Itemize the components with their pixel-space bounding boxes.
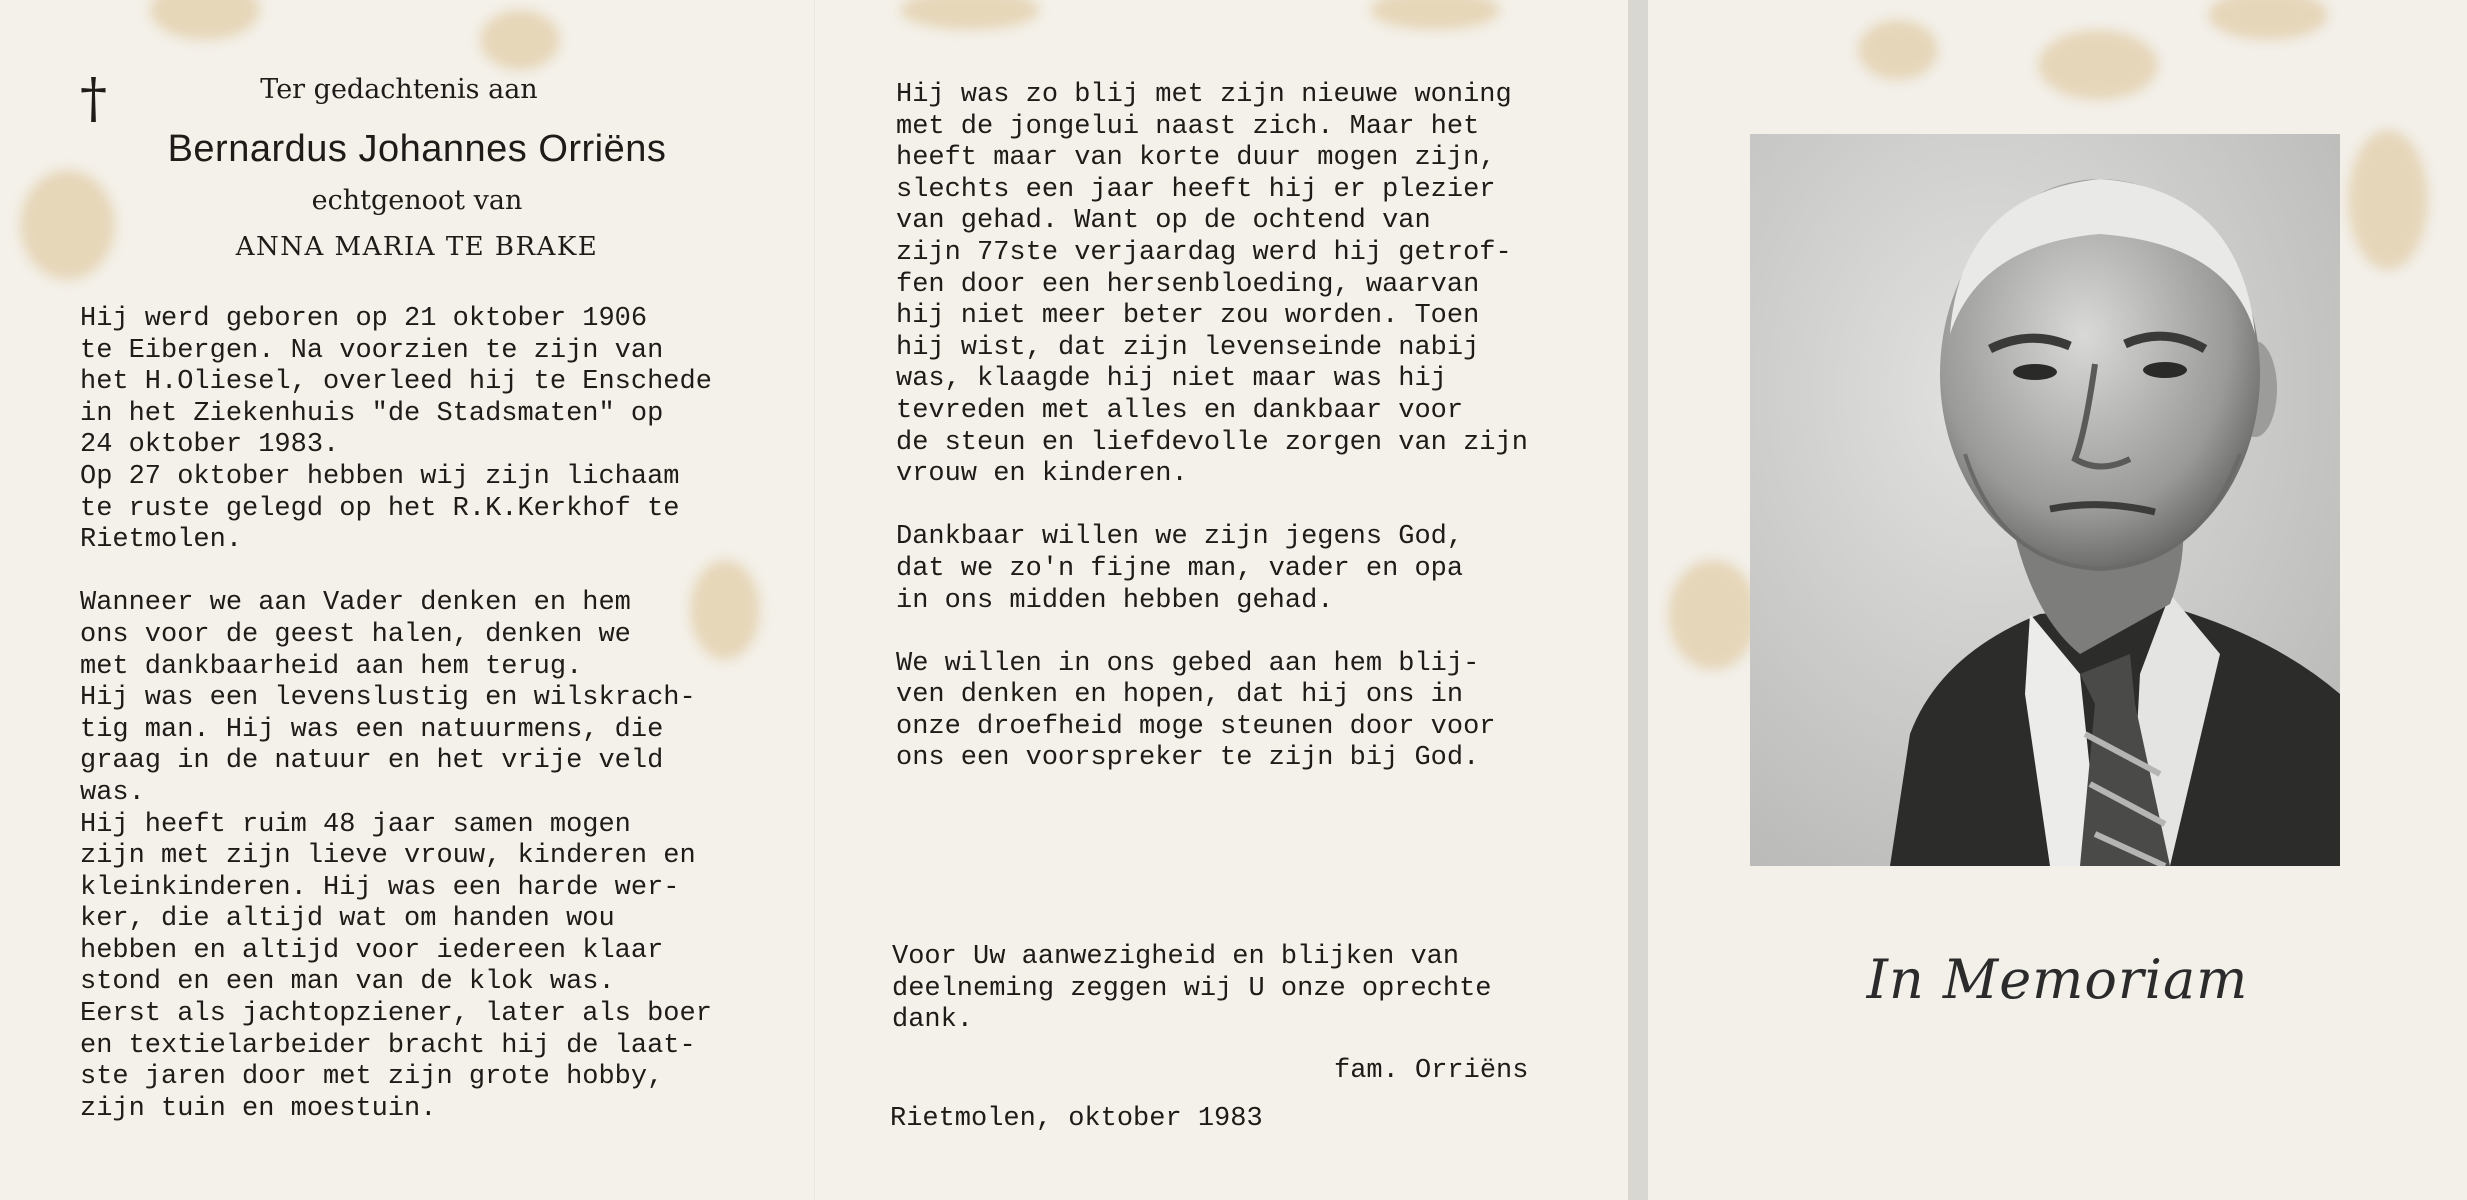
family-signature: fam. Orriëns bbox=[1334, 1056, 1529, 1086]
spouse-label: echtgenoot van bbox=[311, 185, 523, 216]
stain bbox=[2038, 30, 2158, 100]
portrait-illustration bbox=[1750, 134, 2340, 866]
portrait-photo bbox=[1750, 134, 2340, 866]
stain bbox=[1370, 0, 1500, 30]
remembrance-text: Hij was zo blij met zijn nieuwe woning met de jongelui naast zich. Maar het heeft maar van korte duur mogen zijn, slechts een jaar heeft hij er plezier van gehad. Want op de ochtend van zijn 77ste verjaardag werd hij getrof- fen door een hersenbloeding, waarvan hij niet meer beter zou worden. Toen hij wist, dat zijn levenseinde nabij was, klaagde hij niet maar was hij tevreden met alles en dankbaar voor de steun en liefdevolle zorgen van zijn vrouw en kinderen. Dankbaar willen we zijn jegens God, dat we zo'n fijne man, vader en opa in ons midden hebben gehad. We willen in ons gebed aan hem blij- ven denken en hopen, dat hij ons in onze droefheid moge steunen door voor ons een voorspreker te zijn bij God. bbox=[896, 80, 1528, 774]
biography-text: Hij werd geboren op 21 oktober 1906 te Eibergen. Na voorzien te zijn van het H.Oliesel, overleed hij te Enschede in het Ziekenhuis "de Stadsmaten" op 24 oktober 1983. Op 27 oktober hebben wij zijn lichaam te ruste gelegd op het R.K.Kerkhof te Rietmolen. Wanneer we aan Vader denken en hem ons voor de geest halen, denken we met dankbaarheid aan hem terug. Hij was een levenslustig en wilskrach- tig man. Hij was een natuurmens, die graag in de natuur en het vrije veld was. Hij heeft ruim 48 jaar samen mogen zijn met zijn lieve vrouw, kinderen en kleinkinderen. Hij was een harde wer- ker, die altijd wat om handen wou hebben en altijd voor iedereen klaar stond en een man van de klok was. Eerst als jachtopziener, later als boer en textielarbeider bracht hij de laat- ste jaren door met zijn grote hobby, zijn tuin en moestuin. bbox=[80, 304, 712, 1124]
thanks-text: Voor Uw aanwezigheid en blijken van deelneming zeggen wij U onze oprechte dank. bbox=[892, 942, 1492, 1036]
spouse-name: ANNA MARIA TE BRAKE bbox=[235, 232, 599, 262]
place-date: Rietmolen, oktober 1983 bbox=[890, 1104, 1263, 1134]
cross-icon: † bbox=[80, 67, 107, 130]
card-fold bbox=[814, 0, 816, 1200]
stain bbox=[1668, 560, 1758, 670]
stain bbox=[150, 0, 260, 40]
stain bbox=[2208, 0, 2328, 40]
stain bbox=[900, 0, 1040, 30]
deceased-name: Bernardus Johannes Orriëns bbox=[167, 128, 667, 170]
stain bbox=[2348, 130, 2428, 270]
stain bbox=[1858, 20, 1938, 80]
in-memoriam-heading: In Memoriam bbox=[1866, 948, 2249, 1011]
stain bbox=[480, 10, 560, 70]
memoriam-line: Ter gedachtenis aan bbox=[260, 74, 538, 105]
